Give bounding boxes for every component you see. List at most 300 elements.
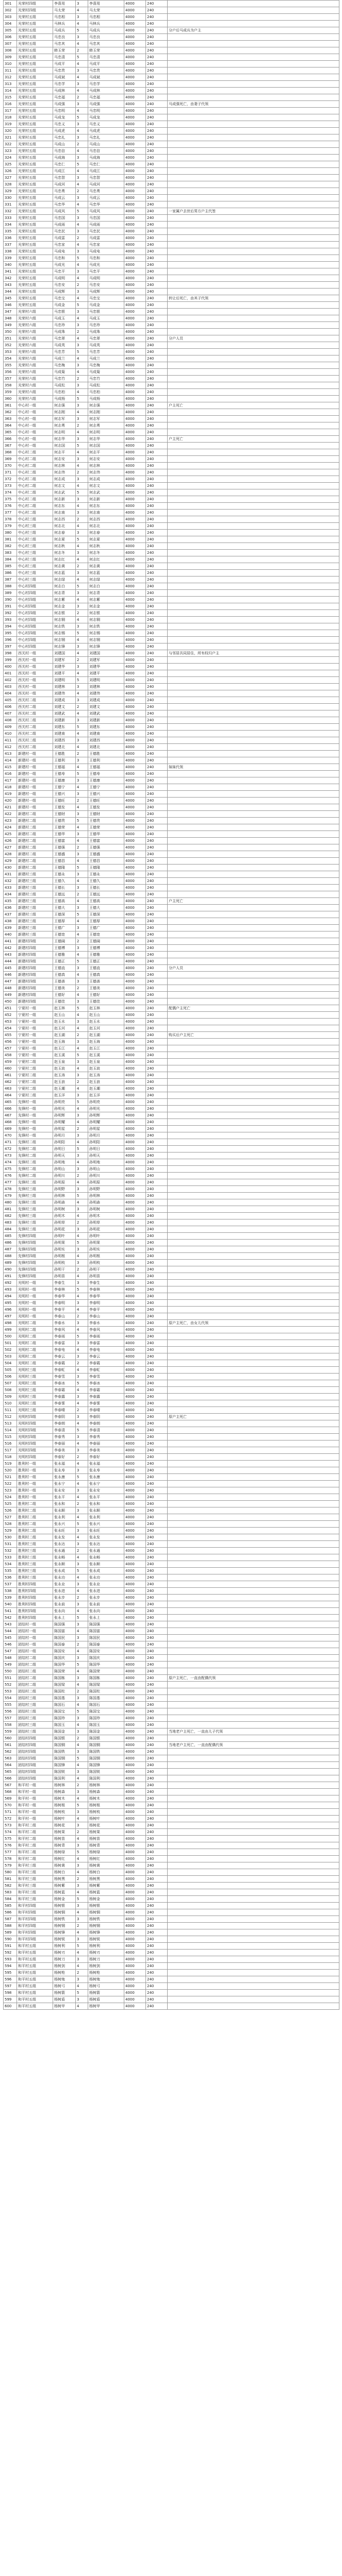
cell-household-size: 5 [76, 1240, 88, 1246]
cell-village: 光荣村五组 [17, 235, 53, 242]
cell-recipient: 赵玉海 [88, 1039, 124, 1045]
cell-recipient: 李春雪 [88, 1374, 124, 1380]
cell-note [168, 731, 339, 737]
cell-no: 445 [4, 965, 17, 972]
cell-no: 399 [4, 657, 17, 664]
cell-recipient: 杨树紫 [88, 1883, 124, 1889]
cell-village: 先锋村三组 [17, 1199, 53, 1206]
cell-household-size: 4 [76, 1628, 88, 1635]
cell-no: 396 [4, 637, 17, 643]
cell-no: 325 [4, 161, 17, 168]
table-row [4, 248, 339, 255]
cell-household-size: 4 [76, 242, 88, 248]
cell-no: 344 [4, 289, 17, 295]
cell-village: 光荣村五组 [17, 155, 53, 161]
cell-household-size: 3 [76, 1976, 88, 1983]
cell-no: 487 [4, 1246, 17, 1253]
cell-total: 240 [146, 818, 168, 824]
cell-village: 西关村一组 [17, 664, 53, 670]
cell-name: 赵玉涛 [53, 1072, 76, 1079]
cell-name: 马成松 [53, 382, 76, 389]
cell-recipient: 王德强 [88, 844, 124, 851]
cell-no: 491 [4, 1273, 17, 1280]
cell-total: 240 [146, 134, 168, 141]
cell-name: 孙明阳 [53, 1139, 76, 1146]
cell-household-size: 4 [76, 1836, 88, 1842]
cell-no: 432 [4, 878, 17, 885]
cell-total: 240 [146, 329, 168, 335]
cell-total: 240 [146, 1990, 168, 1996]
cell-monthly-amount: 4000 [124, 751, 146, 757]
cell-no: 519 [4, 1461, 17, 1467]
cell-total: 240 [146, 195, 168, 201]
cell-village: 光明村二组 [17, 1360, 53, 1367]
table-row [4, 1253, 339, 1260]
cell-recipient: 王德财 [88, 811, 124, 818]
cell-total: 240 [146, 1561, 168, 1568]
cell-recipient: 刘建成 [88, 697, 124, 704]
cell-monthly-amount: 4000 [124, 1360, 146, 1367]
table-row [4, 764, 339, 771]
cell-name: 孙明地 [53, 1159, 76, 1166]
cell-village: 光荣村五组 [17, 101, 53, 108]
cell-monthly-amount: 4000 [124, 1595, 146, 1601]
cell-recipient: 马成江 [88, 168, 124, 175]
cell-total: 240 [146, 597, 168, 603]
table-row [4, 1106, 339, 1112]
cell-household-size: 2 [76, 1595, 88, 1601]
table-row [4, 1454, 339, 1461]
cell-name: 马忠民 [53, 228, 76, 235]
cell-name: 马成辉 [53, 289, 76, 295]
cell-monthly-amount: 4000 [124, 985, 146, 992]
table-row [4, 215, 339, 222]
cell-name: 何志铜 [53, 617, 76, 623]
cell-village: 新建村二组 [17, 811, 53, 818]
table-row [4, 1400, 339, 1407]
cell-no: 321 [4, 134, 17, 141]
cell-total: 240 [146, 1755, 168, 1762]
cell-monthly-amount: 4000 [124, 2003, 146, 2010]
cell-household-size: 3 [76, 1635, 88, 1641]
table-row [4, 108, 339, 114]
cell-village: 先锋村二组 [17, 1139, 53, 1146]
cell-note [168, 242, 339, 248]
cell-name: 李春雷 [53, 1340, 76, 1347]
cell-household-size: 3 [76, 1883, 88, 1889]
cell-household-size: 4 [76, 1253, 88, 1260]
cell-name: 王德贵 [53, 818, 76, 824]
table-row [4, 1320, 339, 1327]
cell-recipient: 何志明 [88, 429, 124, 436]
cell-household-size: 5 [76, 1521, 88, 1528]
cell-name: 孙明原 [53, 1179, 76, 1186]
cell-household-size: 3 [76, 1434, 88, 1440]
table-row [4, 1816, 339, 1822]
cell-no: 457 [4, 1045, 17, 1052]
cell-no: 529 [4, 1528, 17, 1534]
cell-name: 陈国钢 [53, 1755, 76, 1762]
cell-note [168, 1903, 339, 1909]
cell-note [168, 1132, 339, 1139]
cell-name: 马忠义 [53, 121, 76, 128]
cell-name: 马成海 [53, 155, 76, 161]
cell-monthly-amount: 4000 [124, 134, 146, 141]
cell-village: 光荣村五组 [17, 282, 53, 289]
cell-household-size: 5 [76, 489, 88, 496]
cell-no: 433 [4, 885, 17, 891]
cell-monthly-amount: 4000 [124, 74, 146, 81]
cell-household-size: 3 [76, 1260, 88, 1266]
cell-note [168, 1929, 339, 1936]
cell-name: 杨树锐 [53, 1936, 76, 1943]
cell-household-size: 5 [76, 771, 88, 777]
cell-household-size: 4 [76, 1387, 88, 1394]
cell-name: 杨树刃 [53, 1950, 76, 1956]
cell-name: 何志武 [53, 489, 76, 496]
cell-village: 光明村一组 [17, 1286, 53, 1293]
cell-name: 王德福 [53, 764, 76, 771]
table-row [4, 777, 339, 784]
cell-note [168, 1648, 339, 1655]
cell-monthly-amount: 4000 [124, 1320, 146, 1327]
cell-no: 442 [4, 945, 17, 952]
cell-no: 592 [4, 1950, 17, 1956]
table-row [4, 1461, 339, 1467]
cell-note [168, 1219, 339, 1226]
cell-total: 240 [146, 925, 168, 931]
table-row [4, 1367, 339, 1374]
cell-no: 347 [4, 309, 17, 315]
cell-name: 马成金 [53, 302, 76, 309]
cell-name: 马忠宝 [53, 295, 76, 302]
cell-note [168, 1367, 339, 1374]
cell-village: 光明村二组 [17, 1353, 53, 1360]
cell-monthly-amount: 4000 [124, 1266, 146, 1273]
cell-recipient: 李春美 [88, 1447, 124, 1454]
cell-name: 何志平 [53, 449, 76, 456]
cell-monthly-amount: 4000 [124, 88, 146, 94]
cell-no: 497 [4, 1313, 17, 1320]
cell-name: 杨树森 [53, 1789, 76, 1795]
cell-household-size: 3 [76, 1019, 88, 1025]
cell-recipient: 马成菊 [88, 369, 124, 376]
cell-no: 501 [4, 1340, 17, 1347]
table-row [4, 1440, 339, 1447]
cell-recipient: 马成辉 [88, 289, 124, 295]
cell-village: 宁夏村二组 [17, 1079, 53, 1086]
cell-recipient: 马忠银 [88, 309, 124, 315]
cell-village: 中心村三组 [17, 543, 53, 550]
cell-household-size: 4 [76, 1159, 88, 1166]
cell-note [168, 1534, 339, 1541]
cell-name: 陈国玉 [53, 1722, 76, 1728]
cell-household-size: 3 [76, 175, 88, 181]
cell-name: 刘建伟 [53, 690, 76, 697]
cell-note [168, 1487, 339, 1494]
cell-monthly-amount: 4000 [124, 54, 146, 61]
cell-village: 中心村三组 [17, 577, 53, 583]
cell-name: 何志伟 [53, 469, 76, 476]
cell-note [168, 623, 339, 630]
cell-recipient: 李春阴 [88, 1414, 124, 1420]
cell-monthly-amount: 4000 [124, 1722, 146, 1728]
cell-total: 240 [146, 242, 168, 248]
cell-name: 王德盛 [53, 851, 76, 858]
cell-note [168, 1300, 339, 1307]
cell-note [168, 94, 339, 101]
cell-monthly-amount: 4000 [124, 530, 146, 536]
cell-household-size: 2 [76, 891, 88, 898]
cell-note [168, 717, 339, 724]
cell-village: 先锋村三组 [17, 1193, 53, 1199]
cell-note [168, 958, 339, 965]
cell-household-size: 3 [76, 1789, 88, 1795]
cell-village: 西关村一组 [17, 650, 53, 657]
cell-note [168, 1795, 339, 1802]
cell-monthly-amount: 4000 [124, 1943, 146, 1950]
cell-note: 一家属户去世后男方户主代签 [168, 208, 339, 215]
cell-name: 马成斌 [53, 74, 76, 81]
cell-monthly-amount: 4000 [124, 1534, 146, 1541]
cell-monthly-amount: 4000 [124, 155, 146, 161]
cell-name: 李春山 [53, 1313, 76, 1320]
cell-name: 马成电 [53, 248, 76, 255]
cell-name: 孙明苗 [53, 1273, 76, 1280]
cell-name: 马成风 [53, 208, 76, 215]
cell-no: 556 [4, 1708, 17, 1715]
cell-recipient: 何志伟 [88, 469, 124, 476]
cell-note [168, 838, 339, 844]
cell-total: 240 [146, 1414, 168, 1420]
cell-no: 389 [4, 590, 17, 597]
cell-total: 240 [146, 1534, 168, 1541]
table-row [4, 1360, 339, 1367]
cell-household-size: 5 [76, 818, 88, 824]
cell-note [168, 1333, 339, 1340]
cell-recipient: 马成光 [88, 262, 124, 268]
cell-total: 240 [146, 824, 168, 831]
cell-monthly-amount: 4000 [124, 362, 146, 369]
cell-monthly-amount: 4000 [124, 1668, 146, 1675]
cell-total: 240 [146, 1072, 168, 1079]
cell-recipient: 张永步 [88, 1595, 124, 1601]
cell-recipient: 杨树炮 [88, 1976, 124, 1983]
cell-note [168, 978, 339, 985]
table-row [4, 878, 339, 885]
cell-monthly-amount: 4000 [124, 871, 146, 878]
table-row [4, 791, 339, 798]
cell-note [168, 577, 339, 583]
cell-total: 240 [146, 965, 168, 972]
cell-household-size: 4 [76, 710, 88, 717]
cell-recipient: 何志铁 [88, 623, 124, 630]
cell-no: 318 [4, 114, 17, 121]
cell-total: 240 [146, 1374, 168, 1380]
table-row [4, 998, 339, 1005]
cell-monthly-amount: 4000 [124, 1313, 146, 1320]
cell-village: 团结村二组 [17, 1675, 53, 1682]
cell-monthly-amount: 4000 [124, 463, 146, 469]
cell-village: 光荣村五组 [17, 275, 53, 282]
cell-monthly-amount: 4000 [124, 1675, 146, 1682]
cell-name: 何志冬 [53, 550, 76, 556]
cell-village: 团结村四组 [17, 1749, 53, 1755]
cell-name: 张永功 [53, 1574, 76, 1581]
cell-no: 401 [4, 670, 17, 677]
cell-name: 张永旺 [53, 1528, 76, 1534]
cell-total: 240 [146, 550, 168, 556]
cell-no: 319 [4, 121, 17, 128]
cell-total: 240 [146, 67, 168, 74]
cell-household-size: 2 [76, 94, 88, 101]
table-row [4, 1474, 339, 1481]
cell-name: 杨树果 [53, 1829, 76, 1836]
cell-monthly-amount: 4000 [124, 1775, 146, 1782]
cell-monthly-amount: 4000 [124, 396, 146, 402]
cell-monthly-amount: 4000 [124, 1923, 146, 1929]
cell-household-size: 4 [76, 1775, 88, 1782]
cell-village: 光荣村五组 [17, 228, 53, 235]
cell-village: 新建村三组 [17, 871, 53, 878]
cell-village: 和平村五组 [17, 1950, 53, 1956]
table-row [4, 1206, 339, 1213]
cell-household-size: 4 [76, 1233, 88, 1240]
cell-total: 240 [146, 1775, 168, 1782]
cell-no: 596 [4, 1976, 17, 1983]
cell-monthly-amount: 4000 [124, 1514, 146, 1521]
cell-no: 472 [4, 1146, 17, 1153]
cell-total: 240 [146, 1065, 168, 1072]
cell-total: 240 [146, 496, 168, 503]
cell-village: 和平村三组 [17, 1889, 53, 1896]
cell-total: 240 [146, 1782, 168, 1789]
table-row [4, 1213, 339, 1219]
cell-total: 240 [146, 1273, 168, 1280]
cell-name: 杨树黑 [53, 1876, 76, 1883]
cell-monthly-amount: 4000 [124, 1929, 146, 1936]
cell-monthly-amount: 4000 [124, 1246, 146, 1253]
cell-village: 西关村一组 [17, 690, 53, 697]
cell-household-size: 5 [76, 1662, 88, 1668]
cell-household-size: 4 [76, 1950, 88, 1956]
cell-recipient: 刘建华 [88, 664, 124, 670]
cell-no: 506 [4, 1374, 17, 1380]
cell-total: 240 [146, 1186, 168, 1193]
cell-household-size: 3 [76, 1280, 88, 1286]
cell-total: 240 [146, 1233, 168, 1240]
cell-name: 李春霜 [53, 1387, 76, 1394]
cell-household-size: 3 [76, 831, 88, 838]
cell-recipient: 张永福 [88, 1461, 124, 1467]
cell-village: 新建村一组 [17, 777, 53, 784]
cell-no: 482 [4, 1213, 17, 1219]
cell-monthly-amount: 4000 [124, 972, 146, 978]
cell-recipient: 杨树苗 [88, 1836, 124, 1842]
cell-recipient: 孙明野 [88, 1186, 124, 1193]
table-row [4, 1541, 339, 1548]
cell-recipient: 杨树铁 [88, 1916, 124, 1923]
table-row [4, 201, 339, 208]
table-row [4, 603, 339, 610]
cell-no: 597 [4, 1983, 17, 1990]
cell-household-size: 3 [76, 34, 88, 41]
cell-village: 胜利村一组 [17, 1481, 53, 1487]
table-row [4, 1635, 339, 1641]
cell-monthly-amount: 4000 [124, 1454, 146, 1461]
cell-monthly-amount: 4000 [124, 1112, 146, 1119]
cell-monthly-amount: 4000 [124, 998, 146, 1005]
cell-monthly-amount: 4000 [124, 1307, 146, 1313]
cell-total: 240 [146, 1179, 168, 1186]
cell-monthly-amount: 4000 [124, 1829, 146, 1836]
cell-no: 459 [4, 1059, 17, 1065]
cell-total: 240 [146, 831, 168, 838]
cell-total: 240 [146, 757, 168, 764]
cell-village: 宁夏村二组 [17, 1092, 53, 1099]
cell-monthly-amount: 4000 [124, 1735, 146, 1742]
cell-monthly-amount: 4000 [124, 242, 146, 248]
cell-village: 新建村一组 [17, 764, 53, 771]
cell-note [168, 1735, 339, 1742]
cell-note [168, 704, 339, 710]
cell-recipient: 王德厚 [88, 918, 124, 925]
cell-monthly-amount: 4000 [124, 878, 146, 885]
cell-monthly-amount: 4000 [124, 1447, 146, 1454]
cell-note [168, 1461, 339, 1467]
cell-recipient: 何志刚 [88, 409, 124, 416]
cell-total: 240 [146, 985, 168, 992]
cell-no: 537 [4, 1581, 17, 1588]
cell-village: 光荣村四组 [17, 1, 53, 7]
cell-monthly-amount: 4000 [124, 1963, 146, 1970]
cell-village: 和平村五组 [17, 1963, 53, 1970]
cell-household-size: 5 [76, 1615, 88, 1621]
cell-recipient: 李春露 [88, 1394, 124, 1400]
cell-monthly-amount: 4000 [124, 556, 146, 563]
cell-household-size: 3 [76, 289, 88, 295]
cell-total: 240 [146, 1929, 168, 1936]
cell-total: 240 [146, 41, 168, 47]
cell-name: 张永进 [53, 1588, 76, 1595]
cell-recipient: 张永安 [88, 1487, 124, 1494]
cell-note [168, 389, 339, 396]
cell-note [168, 1816, 339, 1822]
cell-household-size: 4 [76, 1273, 88, 1280]
cell-name: 李春秀 [53, 1434, 76, 1440]
cell-village: 光荣村五组 [17, 134, 53, 141]
cell-total: 240 [146, 670, 168, 677]
cell-monthly-amount: 4000 [124, 315, 146, 322]
cell-note [168, 1976, 339, 1983]
cell-total: 240 [146, 1119, 168, 1126]
cell-household-size: 3 [76, 322, 88, 329]
cell-village: 光荣村六组 [17, 329, 53, 335]
cell-total: 240 [146, 1340, 168, 1347]
cell-name: 何志强 [53, 402, 76, 409]
cell-note [168, 1621, 339, 1628]
cell-no: 423 [4, 818, 17, 824]
cell-note [168, 536, 339, 543]
cell-monthly-amount: 4000 [124, 409, 146, 416]
cell-note [168, 1146, 339, 1153]
cell-recipient: 杨树红 [88, 1856, 124, 1862]
cell-total: 240 [146, 891, 168, 898]
cell-monthly-amount: 4000 [124, 34, 146, 41]
cell-household-size: 5 [76, 1286, 88, 1293]
cell-monthly-amount: 4000 [124, 570, 146, 577]
cell-recipient: 何志西 [88, 516, 124, 523]
